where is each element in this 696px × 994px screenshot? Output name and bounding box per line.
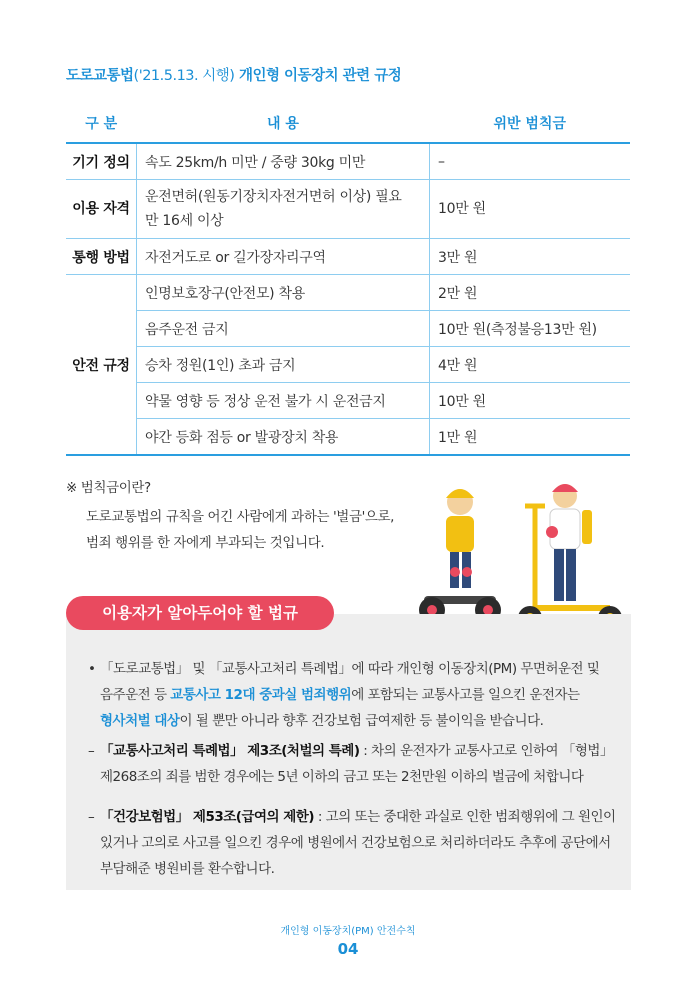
section-heading-pill: 이용자가 알아두어야 할 법규 xyxy=(66,596,334,630)
table-row: 이용 자격 운전면허(원동기장치자전거면허 이상) 필요 만 16세 이상 10만 원 xyxy=(66,180,630,239)
note-heading: ※ 범칙금이란? xyxy=(66,480,151,496)
safety-category: 안전 규정 xyxy=(66,275,137,456)
table-row: 음주운전 금지 10만 원(측정불응13만 원) xyxy=(66,311,630,347)
law-paragraph-3: – 「건강보험법」 제53조(급여의 제한) : 고의 또는 중대한 과실로 인한 범죄행위에 그 원인이 있거나 고의로 사고를 일으킨 경우에 병원에서 건강보험으로 처리하더라도 추후에 공단에서 부담해준 병원비를 환수합니다. xyxy=(88,809,616,877)
scooter-riders-illustration xyxy=(410,476,630,636)
footer-caption: 개인형 이동장치(PM) 안전수칙 xyxy=(280,926,416,937)
header-content: 내 용 xyxy=(137,104,430,143)
table-row: 기기 정의 속도 25km/h 미만 / 중량 30kg 미만 – xyxy=(66,143,630,180)
header-category: 구 분 xyxy=(66,104,137,143)
highlight-criminal-punishment: 형사처벌 대상 xyxy=(100,713,180,729)
law-paragraph-1: • 「도로교통법」 및 「교통사고처리 특례법」에 따라 개인형 이동장치(PM) 무면허운전 및 음주운전 등 교통사고 12대 중과실 범죄행위에 포함되는 교통사고를 일으킨 운전자는 형사처벌 대상이 될 뿐만 아니라 향후 건강보험 급여제한 등 불이익을 받습니다. xyxy=(88,661,600,729)
wheel-rider-figure xyxy=(419,489,501,623)
header-fine: 위반 범칙금 xyxy=(430,104,631,143)
highlight-12-offenses: 교통사고 12대 중과실 범죄행위 xyxy=(170,687,352,703)
table-row: 승차 정원(1인) 초과 금지 4만 원 xyxy=(66,347,630,383)
page-title: 도로교통법('21.5.13. 시행) 개인형 이동장치 관련 규정 xyxy=(66,68,402,84)
law-info-panel xyxy=(66,614,631,890)
table-row: 통행 방법 자전거도로 or 길가장자리구역 3만 원 xyxy=(66,239,630,275)
table-row: 약물 영향 등 정상 운전 불가 시 운전금지 10만 원 xyxy=(66,383,630,419)
page-number: 04 xyxy=(337,940,359,958)
kick-scooter-rider-figure xyxy=(518,484,622,630)
regulation-table xyxy=(66,104,630,456)
law-paragraph-2: – 「교통사고처리 특례법」 제3조(처벌의 특례) : 차의 운전자가 교통사고로 인하여 「형법」 제268조의 죄를 범한 경우에는 5년 이하의 금고 또는 2천만원 이하의 벌금에 처합니다 xyxy=(88,743,613,785)
table-row: 야간 등화 점등 or 발광장치 착용 1만 원 xyxy=(66,419,630,456)
table-row: 안전 규정 인명보호장구(안전모) 착용 2만 원 xyxy=(66,275,630,311)
fine-note: ※ 범칙금이란? 도로교통법의 규칙을 어긴 사람에게 과하는 '벌금'으로, 범죄 행위를 한 자에게 부과되는 것입니다. xyxy=(66,476,394,556)
